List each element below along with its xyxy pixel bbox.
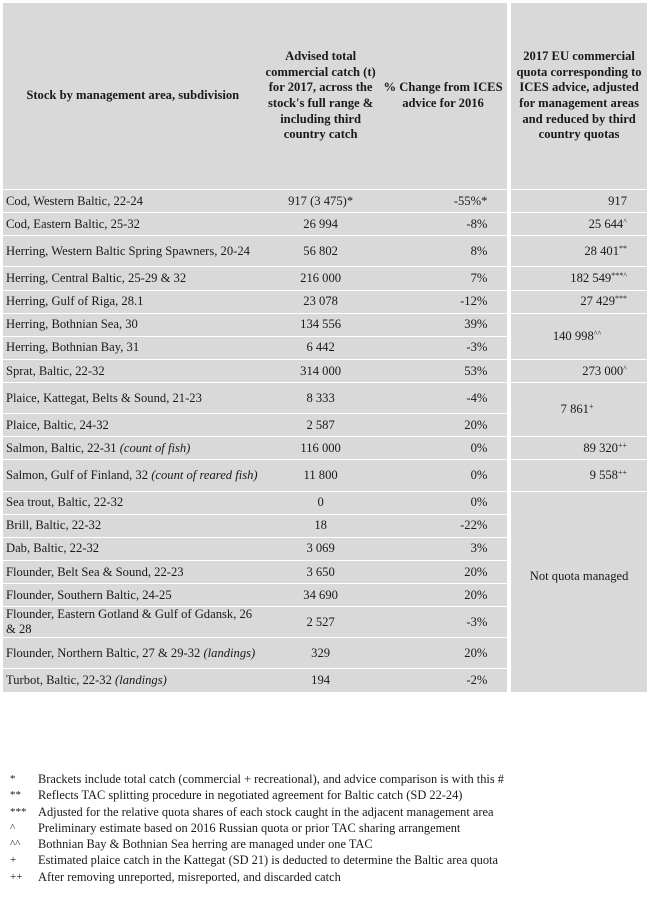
stock-name: Sea trout, Baltic, 22-32 bbox=[6, 495, 124, 510]
advised-catch-cell: 6 442 bbox=[263, 336, 379, 359]
stock-name: Herring, Gulf of Riga, 28.1 bbox=[6, 294, 144, 309]
stock-cell bbox=[3, 436, 263, 459]
footnote-symbol: ** bbox=[10, 789, 21, 802]
percent-change-cell: 39% bbox=[379, 313, 508, 336]
percent-change-cell: -55%* bbox=[379, 189, 508, 212]
footnote bbox=[10, 771, 504, 787]
table-row bbox=[3, 266, 647, 289]
stock-note: (count of reared fish) bbox=[151, 468, 258, 482]
eu-quota-cell bbox=[511, 313, 647, 359]
quota-footnote-mark: ^^ bbox=[593, 328, 602, 338]
stock-note: (landings) bbox=[115, 673, 167, 687]
table-row bbox=[3, 436, 647, 459]
percent-change-cell: -3% bbox=[379, 606, 508, 637]
stock-cell bbox=[3, 359, 263, 382]
table-row bbox=[3, 459, 647, 490]
percent-change-cell: -8% bbox=[379, 212, 508, 235]
header-percent-change: % Change from ICES advice for 2016 bbox=[379, 3, 508, 189]
advised-catch-cell: 18 bbox=[263, 514, 379, 537]
stock-note: (count of fish) bbox=[119, 440, 191, 455]
stock-cell bbox=[3, 560, 263, 583]
footnote-symbol: ++ bbox=[10, 870, 23, 883]
eu-quota-cell bbox=[511, 266, 647, 289]
footnote-symbol: + bbox=[10, 854, 17, 867]
table-row bbox=[3, 491, 647, 514]
quota-footnote-mark: + bbox=[588, 402, 594, 412]
quota-value: 89 320 bbox=[583, 440, 618, 455]
percent-change-cell: 7% bbox=[379, 266, 508, 289]
stock-cell bbox=[3, 637, 263, 668]
advised-catch-cell: 3 069 bbox=[263, 537, 379, 560]
footnote-text: After removing unreported, misreported, and discarded catch bbox=[38, 869, 341, 884]
stock-name: Herring, Central Baltic, 25-29 & 32 bbox=[6, 270, 187, 285]
stock-cell bbox=[3, 189, 263, 212]
quota-value: 28 401 bbox=[584, 243, 619, 258]
stock-name: Flounder, Belt Sea & Sound, 22-23 bbox=[6, 564, 184, 579]
footnote-symbol: *** bbox=[10, 805, 27, 818]
stock-cell bbox=[3, 290, 263, 313]
footnote-symbol: * bbox=[10, 773, 16, 785]
footnotes bbox=[10, 771, 504, 885]
stock-name: Dab, Baltic, 22-32 bbox=[6, 541, 100, 556]
stock-note: (landings) bbox=[203, 645, 256, 660]
quota-value: 25 644 bbox=[588, 216, 624, 231]
advised-catch-cell: 0 bbox=[263, 491, 379, 514]
footnote bbox=[10, 836, 504, 852]
footnote bbox=[10, 852, 504, 868]
advised-catch-cell: 2 587 bbox=[263, 413, 379, 436]
quota-footnote-mark: ** bbox=[619, 243, 627, 253]
percent-change-cell: 0% bbox=[379, 436, 508, 459]
advised-catch-cell: 11 800 bbox=[263, 459, 379, 490]
advised-catch-cell: 314 000 bbox=[263, 359, 379, 382]
percent-change-cell: 0% bbox=[379, 491, 508, 514]
footnote bbox=[10, 820, 504, 836]
table-body bbox=[3, 189, 647, 692]
footnote-symbol: ^^ bbox=[10, 838, 21, 851]
advised-catch-cell: 56 802 bbox=[263, 235, 379, 266]
advised-catch-cell: 116 000 bbox=[263, 436, 379, 459]
stock-cell bbox=[3, 583, 263, 606]
quota-value: 273 000 bbox=[582, 363, 624, 378]
stock-name: Brill, Baltic, 22-32 bbox=[6, 518, 102, 533]
quota-footnote-mark: *** bbox=[615, 294, 627, 304]
quota-footnote-mark: ***^ bbox=[611, 270, 627, 280]
stock-cell bbox=[3, 235, 263, 266]
quota-value: 140 998 bbox=[552, 328, 594, 343]
percent-change-cell: 20% bbox=[379, 583, 508, 606]
percent-change-cell: -12% bbox=[379, 290, 508, 313]
eu-quota-cell bbox=[511, 235, 647, 266]
advised-catch-cell: 134 556 bbox=[263, 313, 379, 336]
quota-footnote-mark: ^ bbox=[623, 363, 627, 373]
stock-name: Herring, Bothnian Sea, 30 bbox=[6, 317, 138, 332]
footnote bbox=[10, 787, 504, 803]
stock-cell bbox=[3, 212, 263, 235]
stock-cell bbox=[3, 537, 263, 560]
stock-name: Flounder, Southern Baltic, 24-25 bbox=[6, 587, 172, 602]
stock-cell bbox=[3, 266, 263, 289]
stock-name: Flounder, Northern Baltic, 27 & 29-32 bbox=[6, 645, 204, 660]
quota-value: 9 558 bbox=[589, 468, 618, 482]
advised-catch-cell: 23 078 bbox=[263, 290, 379, 313]
advised-catch-cell: 2 527 bbox=[263, 606, 379, 637]
stock-name: Herring, Bothnian Bay, 31 bbox=[6, 340, 140, 355]
percent-change-cell: -4% bbox=[379, 382, 508, 413]
eu-quota-cell bbox=[511, 436, 647, 459]
percent-change-cell: -2% bbox=[379, 668, 508, 691]
footnote-text: Preliminary estimate based on 2016 Russian quota or prior TAC sharing arrangement bbox=[38, 820, 461, 835]
advised-catch-cell: 3 650 bbox=[263, 560, 379, 583]
stock-name: Herring, Western Baltic Spring Spawners, 20-24 bbox=[6, 243, 250, 258]
footnote bbox=[10, 804, 504, 820]
eu-quota-cell bbox=[511, 382, 647, 436]
header-advised-catch: Advised total commercial catch (t) for 2017, across the stock's full range & including third country catch bbox=[263, 3, 379, 189]
percent-change-cell: 8% bbox=[379, 235, 508, 266]
advised-catch-cell: 34 690 bbox=[263, 583, 379, 606]
advised-catch-cell: 194 bbox=[263, 668, 379, 691]
stock-name: Sprat, Baltic, 22-32 bbox=[6, 363, 105, 378]
quota-value: 182 549 bbox=[570, 270, 612, 285]
quota-table bbox=[3, 3, 647, 692]
header-stock: Stock by management area, subdivision bbox=[3, 3, 263, 189]
advised-catch-cell: 8 333 bbox=[263, 382, 379, 413]
stock-name: Plaice, Baltic, 24-32 bbox=[6, 417, 109, 432]
footnote-symbol: ^ bbox=[10, 821, 16, 834]
header-eu-quota: 2017 EU commercial quota corresponding to ICES advice, adjusted for management areas and reduced by third country quotas bbox=[511, 3, 647, 189]
stock-name: Salmon, Baltic, 22-31 bbox=[6, 440, 120, 455]
footnote-text: Brackets include total catch (commercial + recreational), and advice comparison is with this # bbox=[38, 772, 504, 786]
advised-catch-cell: 216 000 bbox=[263, 266, 379, 289]
footnote-text: Estimated plaice catch in the Kattegat (SD 21) is deducted to determine the Baltic area quota bbox=[38, 853, 499, 868]
table-row bbox=[3, 290, 647, 313]
stock-name: Turbot, Baltic, 22-32 bbox=[6, 673, 116, 687]
footnote-text: Bothnian Bay & Bothnian Sea herring are managed under one TAC bbox=[38, 837, 373, 852]
percent-change-cell: -3% bbox=[379, 336, 508, 359]
stock-cell bbox=[3, 514, 263, 537]
quota-value: 27 429 bbox=[580, 294, 615, 309]
table-header-row bbox=[3, 3, 647, 189]
table-row bbox=[3, 189, 647, 212]
stock-cell bbox=[3, 491, 263, 514]
footnote-text: Adjusted for the relative quota shares of each stock caught in the adjacent management area bbox=[38, 804, 494, 819]
percent-change-cell: 20% bbox=[379, 560, 508, 583]
stock-name: Cod, Eastern Baltic, 25-32 bbox=[6, 216, 140, 231]
eu-quota-cell bbox=[511, 290, 647, 313]
stock-cell bbox=[3, 668, 263, 691]
quota-value: 7 861 bbox=[560, 402, 589, 417]
percent-change-cell: 20% bbox=[379, 413, 508, 436]
eu-quota-cell bbox=[511, 212, 647, 235]
quota-value: 917 bbox=[608, 193, 627, 208]
eu-quota-cell bbox=[511, 189, 647, 212]
table-row bbox=[3, 235, 647, 266]
eu-quota-cell bbox=[511, 359, 647, 382]
table-row bbox=[3, 313, 647, 336]
footnote-text: Reflects TAC splitting procedure in negotiated agreement for Baltic catch (SD 22-24) bbox=[38, 788, 463, 803]
table-row bbox=[3, 382, 647, 413]
eu-quota-cell bbox=[511, 491, 647, 692]
quota-value: Not quota managed bbox=[529, 569, 629, 584]
percent-change-cell: 3% bbox=[379, 537, 508, 560]
quota-footnote-mark: ++ bbox=[617, 468, 627, 477]
stock-cell bbox=[3, 313, 263, 336]
quota-footnote-mark: ++ bbox=[617, 440, 627, 450]
percent-change-cell: -22% bbox=[379, 514, 508, 537]
advised-catch-cell: 329 bbox=[263, 637, 379, 668]
stock-name: Cod, Western Baltic, 22-24 bbox=[6, 193, 143, 208]
footnote bbox=[10, 869, 504, 885]
stock-cell bbox=[3, 606, 263, 637]
percent-change-cell: 53% bbox=[379, 359, 508, 382]
stock-cell bbox=[3, 382, 263, 413]
percent-change-cell: 0% bbox=[379, 459, 508, 490]
stock-cell bbox=[3, 459, 263, 490]
stock-name: Plaice, Kattegat, Belts & Sound, 21-23 bbox=[6, 390, 202, 405]
quota-footnote-mark: ^ bbox=[623, 216, 627, 226]
stock-cell bbox=[3, 336, 263, 359]
advised-catch-cell: 917 (3 475)* bbox=[263, 189, 379, 212]
percent-change-cell: 20% bbox=[379, 637, 508, 668]
eu-quota-cell bbox=[511, 459, 647, 490]
stock-name: Salmon, Gulf of Finland, 32 bbox=[6, 468, 152, 482]
table-row bbox=[3, 212, 647, 235]
table-row bbox=[3, 359, 647, 382]
stock-name: Flounder, Eastern Gotland & Gulf of Gdansk, 26 & 28 bbox=[6, 607, 253, 637]
stock-cell bbox=[3, 413, 263, 436]
advised-catch-cell: 26 994 bbox=[263, 212, 379, 235]
